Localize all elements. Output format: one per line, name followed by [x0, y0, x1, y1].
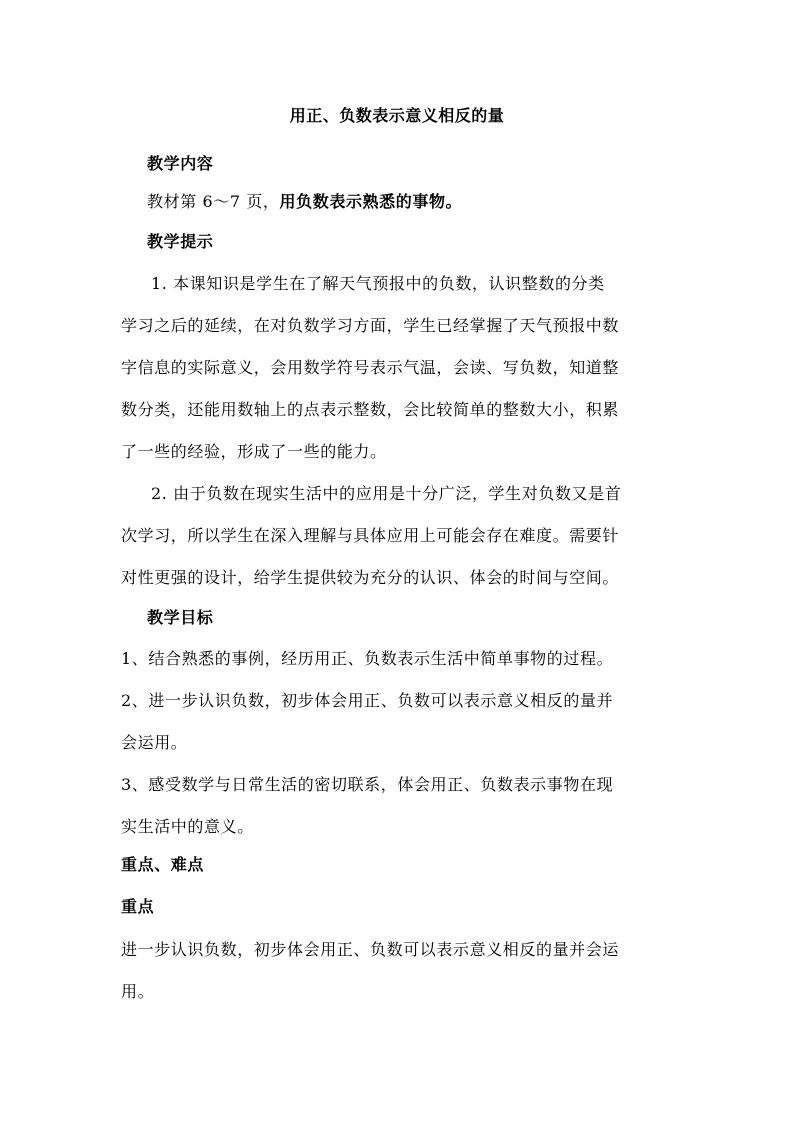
section-heading-content: 教学内容: [147, 154, 214, 173]
document-title: 用正、负数表示意义相反的量: [289, 106, 505, 125]
section-heading-key: 重点: [121, 897, 155, 916]
hint-paragraph-1: [121, 263, 681, 473]
hint-1-line: 学习之后的延续，在对负数学习方面，学生已经掌握了天气预报中数: [121, 316, 620, 335]
key-line: 进一步认识负数，初步体会用正、负数可以表示意义相反的量并会运: [121, 940, 620, 959]
content-text-bold: 用负数表示熟悉的事物。: [279, 192, 463, 211]
hint-2-line: 对性更强的设计，给学生提供较为充分的认识、体会的时间与空间。: [121, 568, 620, 587]
hint-2-line: 次学习，所以学生在深入理解与具体应用上可能会存在难度。需要针: [121, 526, 620, 545]
goal-list: [121, 638, 681, 848]
content-text-normal: 教材第 6～7 页，: [147, 192, 280, 211]
goal-item-2-line: 2、进一步认识负数，初步体会用正、负数可以表示意义相反的量并: [121, 691, 614, 710]
section-heading-key-difficulty: 重点、难点: [121, 855, 205, 874]
section-heading-goal: 教学目标: [147, 608, 214, 627]
hint-2-line: 2. 由于负数在现实生活中的应用是十分广泛，学生对负数又是首: [151, 484, 622, 503]
hint-1-line: 1. 本课知识是学生在了解天气预报中的负数，认识整数的分类: [151, 274, 605, 293]
hint-1-line: 字信息的实际意义，会用数学符号表示气温，会读、写负数，知道整: [121, 358, 620, 377]
hint-1-line: 数分类，还能用数轴上的点表示整数，会比较简单的整数大小，积累: [121, 400, 620, 419]
content-text: [121, 181, 681, 223]
goal-item-3-line: 3、感受数学与日常生活的密切联系，体会用正、负数表示事物在现: [121, 775, 614, 794]
key-paragraph: [121, 929, 681, 1013]
section-heading-hint: 教学提示: [147, 232, 214, 251]
key-line: 用。: [121, 982, 155, 1001]
goal-item-2-line: 会运用。: [121, 733, 188, 752]
hint-paragraph-2: [121, 473, 681, 599]
hint-1-line: 了一些的经验，形成了一些的能力。: [121, 442, 387, 461]
goal-item-1: 1、结合熟悉的事例，经历用正、负数表示生活中简单事物的过程。: [121, 649, 614, 668]
goal-item-3-line: 实生活中的意义。: [121, 817, 254, 836]
